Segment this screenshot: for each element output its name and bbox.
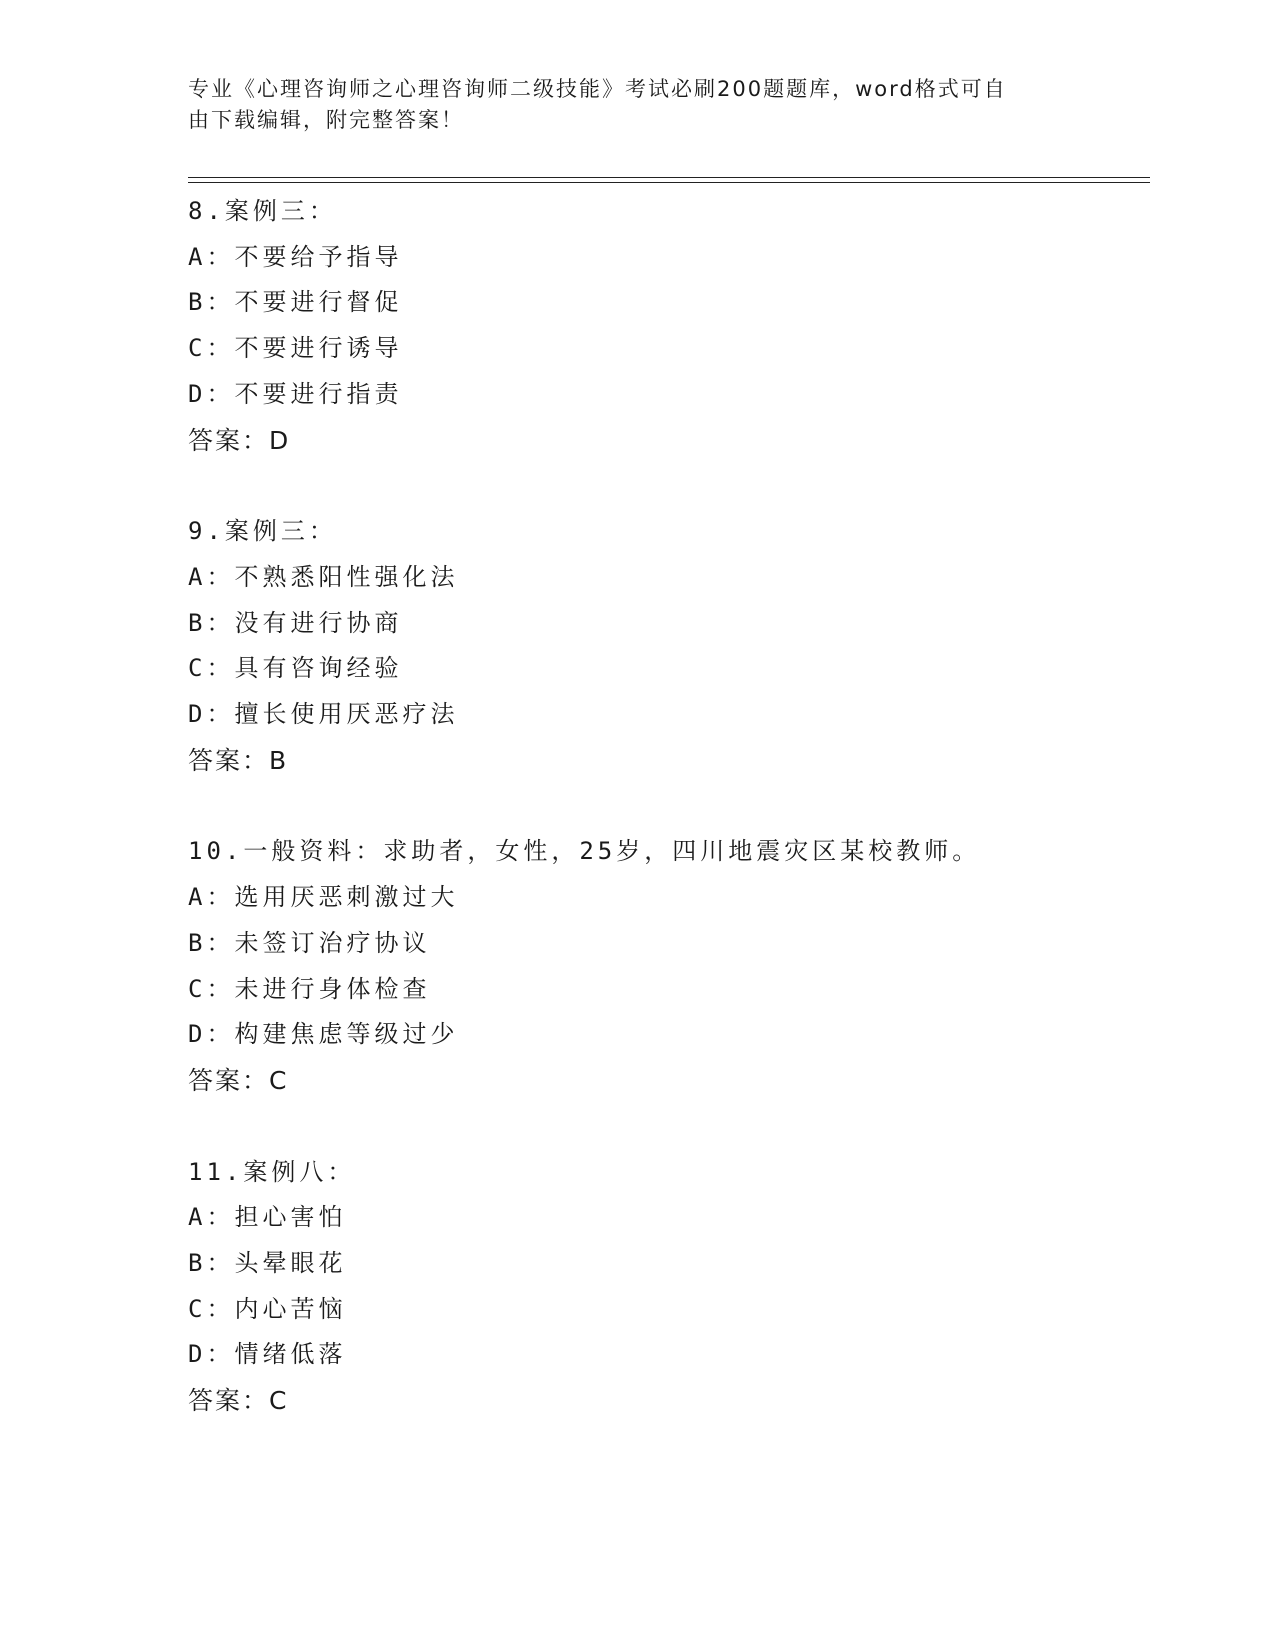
option-a: A：选用厌恶刺激过大: [188, 883, 459, 912]
option-a: A：不熟悉阳性强化法: [188, 562, 459, 591]
option-d: D：擅长使用厌恶疗法: [188, 700, 459, 729]
option-b: B：不要进行督促: [188, 288, 403, 317]
option-b: B：没有进行协商: [188, 608, 403, 637]
option-d: D：情绪低落: [188, 1340, 347, 1369]
option-d: D：不要进行指责: [188, 379, 403, 408]
option-c: C：具有咨询经验: [188, 654, 403, 683]
question-9: [188, 509, 1148, 783]
document-intro: [188, 74, 1088, 136]
header-divider-bottom: [188, 182, 1150, 183]
option-c: C：不要进行诱导: [188, 334, 403, 363]
intro-line-1: 专业《心理咨询师之心理咨询师二级技能》考试必刷200题题库，word格式可自: [188, 77, 1007, 101]
question-10: [188, 829, 1148, 1103]
header-divider-top: [188, 177, 1150, 178]
question-stem: 8.案例三：: [188, 197, 337, 225]
answer-text: 答案：C: [188, 1386, 289, 1416]
option-a: A：担心害怕: [188, 1203, 347, 1232]
question-11: [188, 1150, 1148, 1424]
question-stem: 9.案例三：: [188, 517, 337, 546]
question-8: [188, 189, 1148, 463]
option-d: D：构建焦虑等级过少: [188, 1020, 459, 1049]
answer-text: 答案：C: [188, 1065, 289, 1095]
option-c: C：内心苦恼: [188, 1294, 347, 1323]
intro-line-2: 由下载编辑，附完整答案！: [188, 108, 464, 132]
option-a: A：不要给予指导: [188, 242, 403, 271]
answer-text: 答案：D: [188, 425, 291, 455]
question-stem: 10.一般资料：求助者，女性，25岁，四川地震灾区某校教师。: [188, 837, 981, 866]
question-list: [188, 189, 1148, 1470]
question-stem: 11.案例八：: [188, 1157, 356, 1186]
option-b: B：头晕眼花: [188, 1249, 347, 1278]
option-c: C：未进行身体检查: [188, 974, 431, 1003]
answer-text: 答案：B: [188, 745, 289, 775]
option-b: B：未签订治疗协议: [188, 928, 431, 957]
